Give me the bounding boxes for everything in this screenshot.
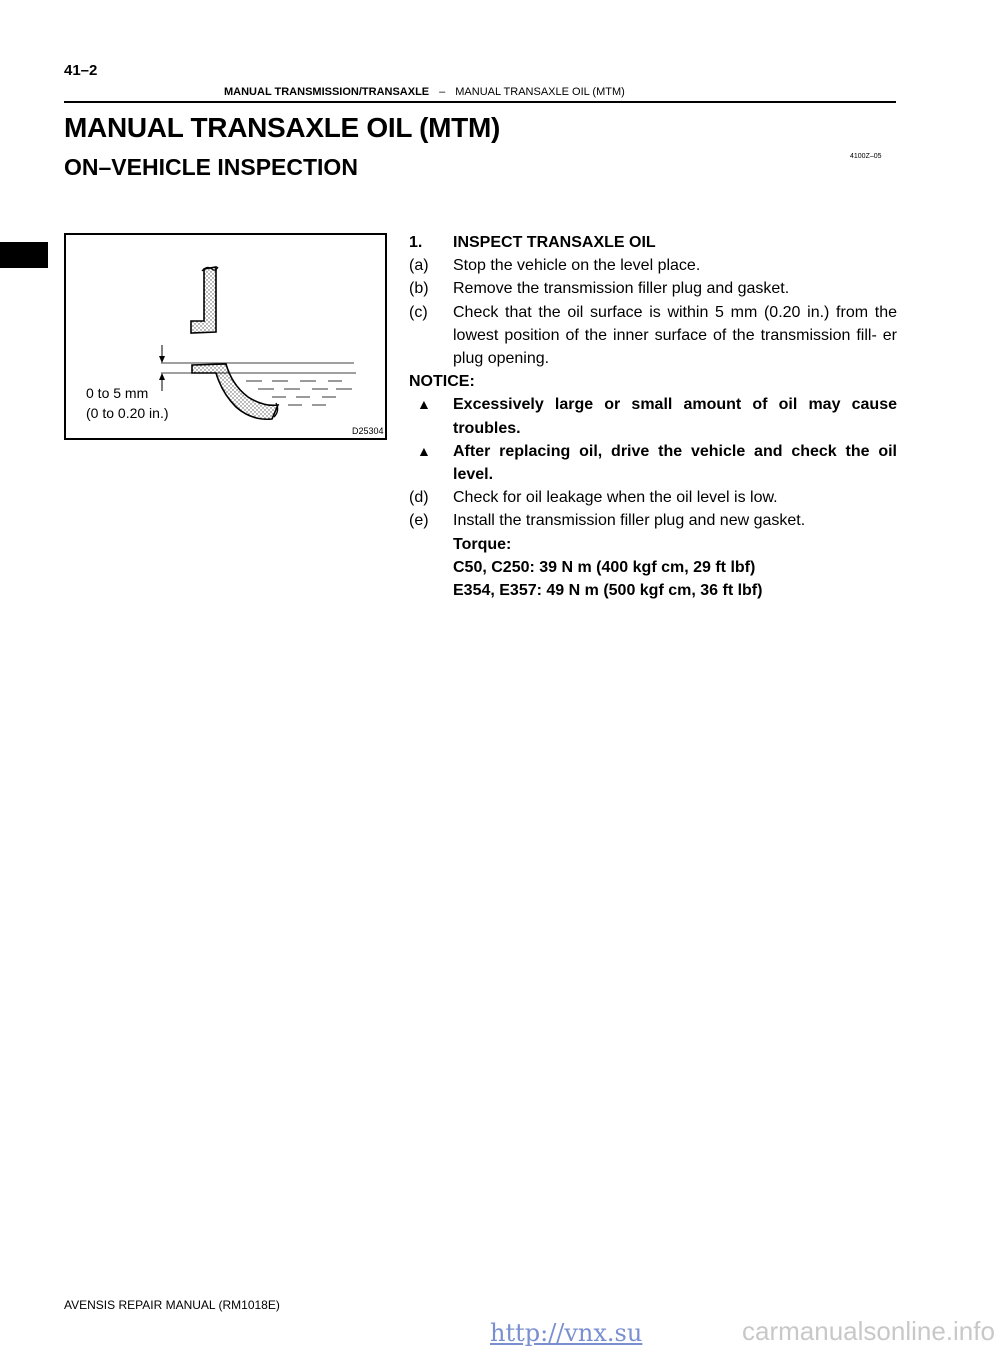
running-header bbox=[64, 86, 896, 98]
page-title: MANUAL TRANSAXLE OIL (MTM) bbox=[64, 112, 501, 143]
chapter-tab bbox=[0, 242, 48, 268]
section-title: ON–VEHICLE INSPECTION bbox=[64, 154, 358, 180]
header-rule bbox=[64, 101, 896, 103]
notice-item: ▲ After replacing oil, drive the vehicle and check the oil level. bbox=[409, 440, 897, 486]
torque-spec-2: E354, E357: 49 N m (500 kgf cm, 36 ft lbf) bbox=[453, 582, 763, 600]
document-id: 4100Z–05 bbox=[850, 153, 882, 160]
site-watermark: carmanualsonline.info bbox=[742, 1316, 995, 1346]
torque-label: Torque: bbox=[453, 535, 512, 553]
procedure-text bbox=[409, 231, 897, 602]
step-a: (a) Stop the vehicle on the level place. bbox=[409, 257, 701, 275]
footer-manual: AVENSIS REPAIR MANUAL (RM1018E) bbox=[64, 1298, 280, 1312]
step-d: (d) Check for oil leakage when the oil level is low. bbox=[409, 489, 778, 507]
warning-triangle-icon: ▲ bbox=[417, 442, 431, 459]
watermark-link[interactable]: http://vnx.su bbox=[490, 1319, 643, 1347]
header-subsection: MANUAL TRANSAXLE OIL (MTM) bbox=[455, 86, 625, 98]
torque-spec-1: C50, C250: 39 N m (400 kgf cm, 29 ft lbf) bbox=[453, 558, 756, 576]
step-c: (c) Check that the oil surface is within 5 mm (0.20 in.) from the lowest position of the inner surface of the transmission fill- er plug opening. bbox=[409, 303, 897, 368]
page-number: 41–2 bbox=[64, 62, 98, 79]
notice-item: ▲ Excessively large or small amount of oil may cause troubles. bbox=[409, 393, 897, 439]
figure-code: D25304 bbox=[352, 426, 384, 436]
warning-triangle-icon: ▲ bbox=[417, 396, 431, 413]
figure-label-mm: 0 to 5 mm bbox=[86, 385, 149, 401]
header-dash: – bbox=[439, 86, 446, 98]
step-e: (e) Install the transmission filler plug and new gasket. bbox=[409, 512, 806, 530]
step-b: (b) Remove the transmission filler plug and gasket. bbox=[409, 280, 790, 298]
oil-level-figure bbox=[64, 233, 387, 440]
step-1: 1. INSPECT TRANSAXLE OIL bbox=[409, 234, 656, 251]
header-section: MANUAL TRANSMISSION/TRANSAXLE bbox=[224, 86, 430, 98]
filler-opening bbox=[192, 364, 278, 419]
oil-dashes bbox=[246, 381, 352, 405]
figure-label-in: (0 to 0.20 in.) bbox=[86, 405, 169, 421]
housing-wall bbox=[191, 267, 216, 333]
notice-heading: NOTICE: bbox=[409, 373, 475, 391]
